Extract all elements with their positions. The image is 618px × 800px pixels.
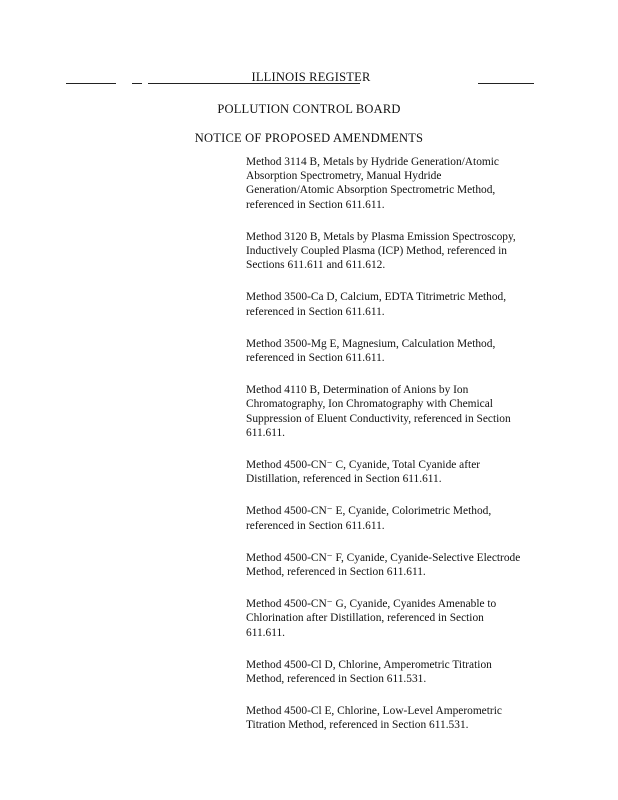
- method-line: Generation/Atomic Absorption Spectrometric Method,: [246, 184, 496, 197]
- method-line: Method 4110 B, Determination of Anions by Ion: [246, 384, 469, 397]
- method-entry: [246, 658, 546, 686]
- method-line: Method 3500-Mg E, Magnesium, Calculation Method,: [246, 337, 496, 350]
- method-entry: [246, 597, 546, 640]
- method-entry: [246, 504, 546, 532]
- method-line: Titration Method, referenced in Section 611.531.: [246, 719, 469, 732]
- method-line: Method 3120 B, Metals by Plasma Emission Spectroscopy,: [246, 230, 516, 243]
- method-line: Method, referenced in Section 611.531.: [246, 673, 427, 686]
- method-list: [246, 155, 546, 751]
- method-line: Method 4500-CN⁻ F, Cyanide, Cyanide-Selective Electrode: [246, 551, 521, 564]
- method-line: Suppression of Eluent Conductivity, referenced in Section: [246, 412, 511, 425]
- method-line: Method 4500-CN⁻ C, Cyanide, Total Cyanide after: [246, 459, 481, 472]
- method-entry: [246, 290, 546, 318]
- method-entry: [246, 230, 546, 273]
- method-line: 611.611.: [246, 626, 286, 639]
- register-title: [0, 70, 618, 85]
- method-line: 611.611.: [246, 426, 286, 439]
- method-line: Absorption Spectrometry, Manual Hydride: [246, 170, 442, 183]
- method-line: Chromatography, Ion Chromatography with Chemical: [246, 398, 493, 411]
- method-line: Method 3114 B, Metals by Hydride Generation/Atomic: [246, 156, 499, 168]
- method-entry: [246, 458, 546, 486]
- method-line: Method 4500-Cl E, Chlorine, Low-Level Amperometric: [246, 705, 502, 718]
- notice-title: NOTICE OF PROPOSED AMENDMENTS: [194, 131, 424, 145]
- method-line: Method 4500-CN⁻ G, Cyanide, Cyanides Amenable to: [246, 598, 497, 611]
- method-line: Method, referenced in Section 611.611.: [246, 566, 426, 579]
- method-entry: [246, 383, 546, 440]
- method-line: referenced in Section 611.611.: [246, 519, 385, 532]
- method-line: Inductively Coupled Plasma (ICP) Method, referenced in: [246, 245, 507, 258]
- method-line: Method 4500-CN⁻ E, Cyanide, Colorimetric Method,: [246, 505, 492, 518]
- method-line: Sections 611.611 and 611.612.: [246, 259, 386, 272]
- method-entry: [246, 337, 546, 365]
- method-line: Method 3500-Ca D, Calcium, EDTA Titrimetric Method,: [246, 291, 507, 304]
- method-line: referenced in Section 611.611.: [246, 198, 385, 211]
- register-title-text: ILLINOIS REGISTER: [251, 70, 371, 84]
- board-title: POLLUTION CONTROL BOARD: [217, 102, 401, 116]
- method-line: referenced in Section 611.611.: [246, 305, 385, 318]
- method-entry: [246, 704, 546, 732]
- method-line: Method 4500-Cl D, Chlorine, Amperometric Titration: [246, 658, 492, 671]
- method-entry: [246, 551, 546, 579]
- method-entry: [246, 155, 546, 212]
- method-line: referenced in Section 611.611.: [246, 352, 385, 365]
- method-line: Distillation, referenced in Section 611.611.: [246, 473, 442, 486]
- method-line: Chlorination after Distillation, referenced in Section: [246, 612, 484, 625]
